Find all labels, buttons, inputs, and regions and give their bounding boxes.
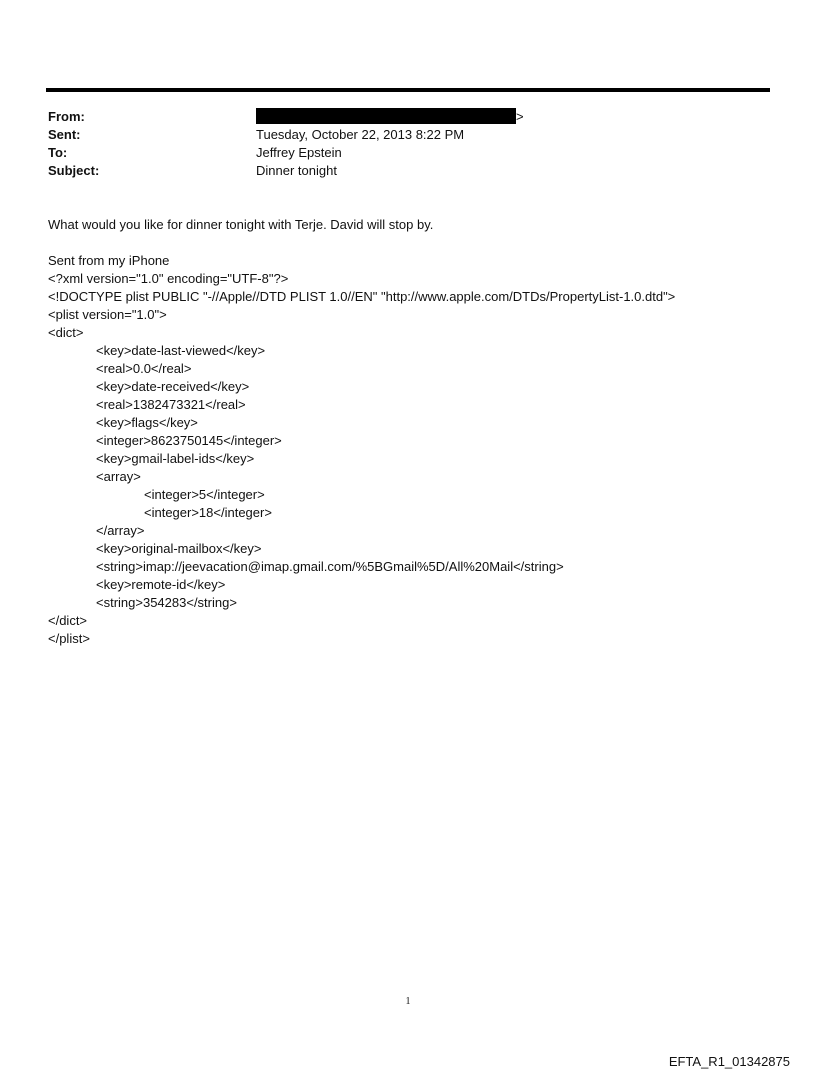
header-label: To: — [48, 145, 68, 160]
plist-line: <!DOCTYPE plist PUBLIC "-//Apple//DTD PLIST 1.0//EN" "http://www.apple.com/DTDs/PropertyList-1.0.dtd"> — [48, 289, 676, 304]
plist-line: <array> — [96, 469, 141, 484]
plist-block — [48, 270, 768, 648]
plist-line: </plist> — [48, 631, 90, 646]
page-number: 1 — [405, 996, 411, 1007]
plist-line: <key>gmail-label-ids</key> — [96, 451, 255, 466]
header-label: Subject: — [48, 163, 100, 178]
plist-line: <key>flags</key> — [96, 415, 198, 430]
header-value: Jeffrey Epstein — [256, 145, 342, 160]
signature-text: Sent from my iPhone — [48, 253, 170, 268]
header-rule — [46, 88, 770, 92]
plist-line: <integer>8623750145</integer> — [96, 433, 282, 448]
plist-line: <plist version="1.0"> — [48, 307, 167, 322]
document-id: EFTA_R1_01342875 — [668, 1054, 790, 1069]
plist-line: <string>imap://jeevacation@imap.gmail.com/%5BGmail%5D/All%20Mail</string> — [96, 559, 564, 574]
header-value: Tuesday, October 22, 2013 8:22 PM — [256, 127, 465, 142]
message-text: What would you like for dinner tonight with Terje. David will stop by. — [48, 217, 434, 232]
plist-line: <key>date-last-viewed</key> — [96, 343, 266, 358]
plist-line: <key>remote-id</key> — [96, 577, 226, 592]
from-suffix: > — [516, 109, 524, 124]
plist-line: <integer>5</integer> — [144, 487, 265, 502]
email-body — [48, 216, 768, 648]
plist-line: </array> — [96, 523, 145, 538]
redaction-block — [256, 108, 516, 124]
plist-line: <real>1382473321</real> — [96, 397, 246, 412]
plist-line: <real>0.0</real> — [96, 361, 192, 376]
header-label: From: — [48, 109, 85, 124]
header-value: Dinner tonight — [256, 163, 337, 178]
plist-line: <key>date-received</key> — [96, 379, 250, 394]
plist-line: <dict> — [48, 325, 84, 340]
plist-line: <?xml version="1.0" encoding="UTF-8"?> — [48, 271, 289, 286]
plist-line: <integer>18</integer> — [144, 505, 272, 520]
header-value — [256, 108, 524, 126]
plist-line: <string>354283</string> — [96, 595, 237, 610]
header-label: Sent: — [48, 127, 81, 142]
plist-line: </dict> — [48, 613, 88, 628]
plist-line: <key>original-mailbox</key> — [96, 541, 262, 556]
